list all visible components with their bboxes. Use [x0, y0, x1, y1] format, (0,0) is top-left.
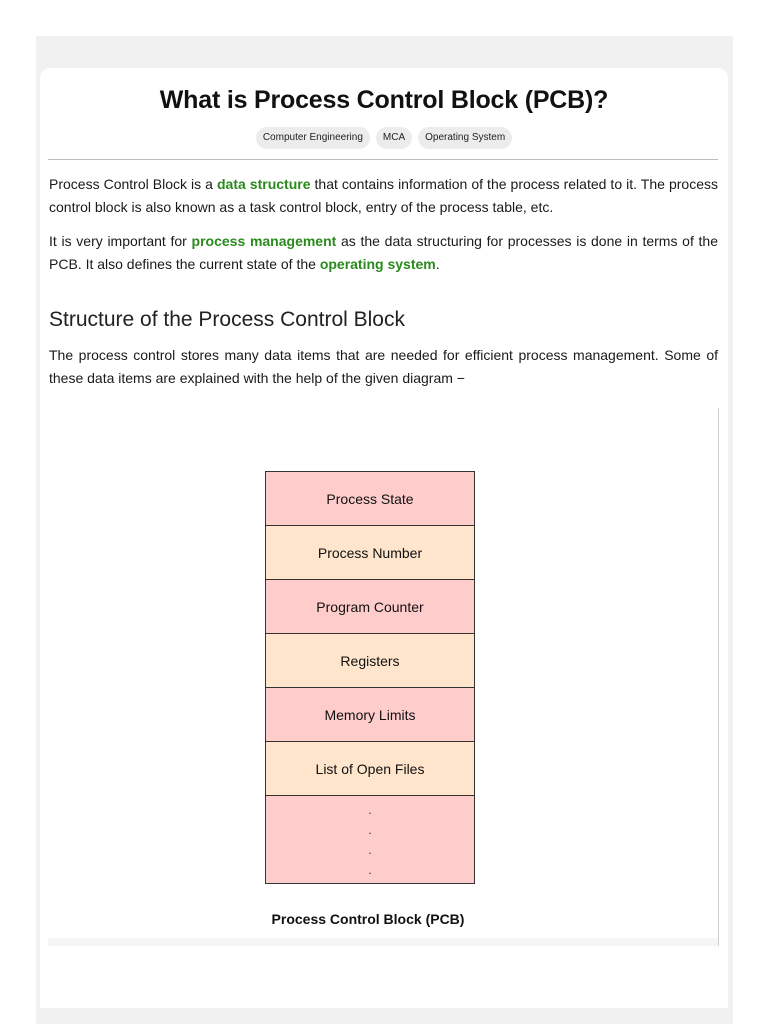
text-segment: Process Control Block is a: [49, 176, 217, 192]
structure-paragraph: The process control stores many data items that are needed for efficient process management. Some of these data items are explained with the help of the given diagram −: [49, 347, 718, 386]
title-divider: [48, 159, 718, 160]
pcb-row-process-number: Process Number: [266, 526, 474, 580]
pcb-row-process-state: Process State: [266, 472, 474, 526]
text-segment: that contains information of the process related to it. The process control block is also known as a task control block, entry of the process table, etc.: [49, 176, 718, 215]
ellipsis-dot: .: [368, 862, 372, 877]
importance-paragraph: [49, 230, 718, 276]
figure-bottom-edge: [48, 938, 718, 946]
pcb-diagram: [265, 471, 475, 884]
diagram-caption: Process Control Block (PCB): [271, 911, 465, 927]
text-segment: as the data structuring for processes is done in terms of the PCB. It also defines the current state of the: [49, 233, 719, 272]
tag-computer-engineering[interactable]: Computer Engineering: [256, 127, 370, 149]
ellipsis-dot: .: [368, 802, 372, 817]
text-segment: It is very important for: [49, 233, 192, 249]
pcb-row-registers: Registers: [266, 634, 474, 688]
ellipsis-dot: .: [368, 842, 372, 857]
section-heading: Structure of the Process Control Block: [49, 308, 405, 331]
ellipsis-dot: .: [368, 822, 372, 837]
pcb-row-open-files: List of Open Files: [266, 742, 474, 796]
link-operating-system[interactable]: operating system: [319, 256, 436, 272]
tag-operating-system[interactable]: Operating System: [418, 127, 512, 149]
intro-paragraph: [49, 173, 718, 219]
text-segment: .: [435, 256, 440, 272]
tag-mca[interactable]: MCA: [376, 127, 412, 149]
page-title: What is Process Control Block (PCB)?: [159, 86, 609, 114]
link-data-structure[interactable]: data structure: [216, 176, 311, 192]
pcb-row-ellipsis: [266, 796, 474, 884]
pcb-row-memory-limits: Memory Limits: [266, 688, 474, 742]
link-process-management[interactable]: process management: [191, 233, 337, 249]
tag-list: [0, 127, 768, 149]
pcb-row-program-counter: Program Counter: [266, 580, 474, 634]
